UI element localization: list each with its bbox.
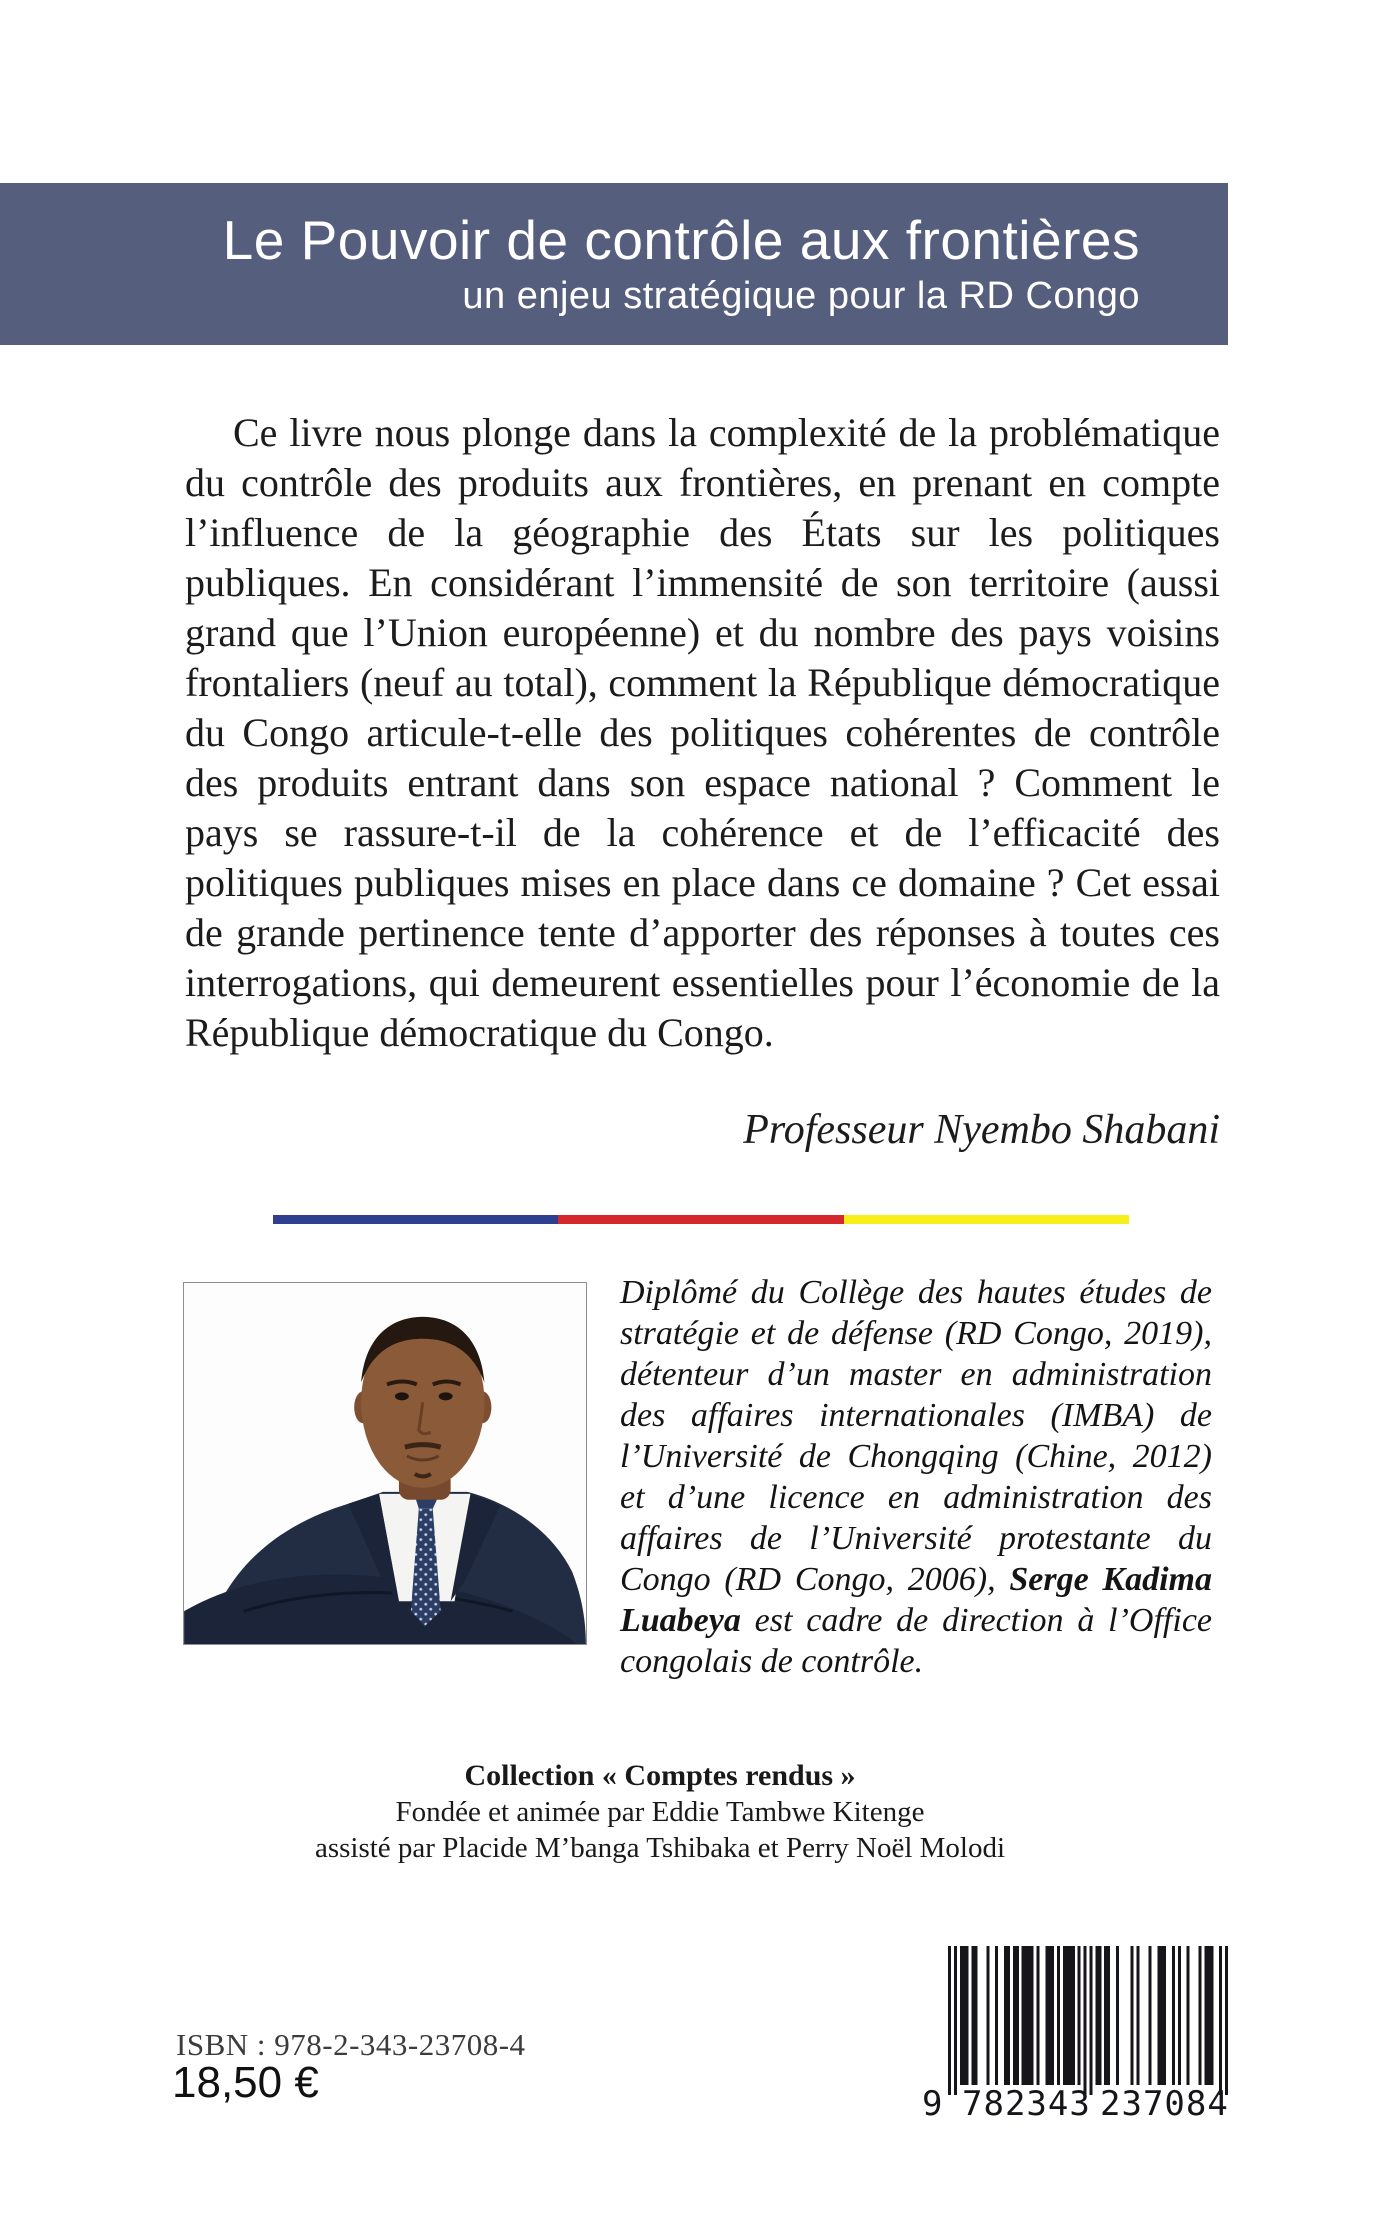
author-portrait-illustration xyxy=(184,1283,586,1644)
book-title: Le Pouvoir de contrôle aux frontières xyxy=(222,209,1140,271)
collection-founder: Fondée et animée par Eddie Tambwe Kitenge xyxy=(395,1796,925,1828)
tricolor-segment xyxy=(558,1215,843,1224)
barcode-first-digit: 9 xyxy=(922,2084,943,2124)
barcode-bars xyxy=(948,1946,1228,2096)
title-banner xyxy=(0,183,1228,345)
tricolor-segment xyxy=(844,1215,1129,1224)
barcode-digits xyxy=(900,2084,1240,2122)
tricolor-bar xyxy=(273,1215,1129,1224)
author-bio xyxy=(620,1272,1212,1682)
bio-text-after: est cadre de direction à l’Office congolais de contrôle. xyxy=(620,1602,1212,1680)
bio-text-before: Diplômé du Collège des hautes études de stratégie et de défense (RD Congo, 2019), détenteur d’un master en administration des affaires internationales (IMBA) de l’Université de Chongqing (Chine, 2012) et d’une licence en administration des affaires de l’Université protestante du Congo (RD Congo, 2006), xyxy=(620,1274,1212,1598)
book-subtitle: un enjeu stratégique pour la RD Congo xyxy=(462,275,1140,317)
author-name: Serge Kadima Luabeya xyxy=(620,1561,1212,1639)
collection-assistants: assisté par Placide M’banga Tshibaka et Perry Noël Molodi xyxy=(314,1832,1006,1864)
price-text: 18,50 € xyxy=(172,2058,319,2107)
collection-title: Collection « Comptes rendus » xyxy=(464,1759,856,1792)
barcode-group-right: 237084 xyxy=(1100,2084,1229,2124)
barcode-group-left: 782343 xyxy=(962,2084,1091,2124)
isbn-text: ISBN : 978-2-343-23708-4 xyxy=(176,2027,526,2062)
tricolor-segment xyxy=(273,1215,558,1224)
synopsis-paragraph: Ce livre nous plonge dans la complexité de la problématique du contrôle des produits aux frontières, en prenant en compte l’influence de la géographie des États sur les politiques publiques. En considérant l’immensité de son territoire (aussi grand que l’Union européenne) et du nombre des pays voisins frontaliers (neuf au total), comment la République démocratique du Congo articule-t-elle des politiques cohérentes de contrôle des produits entrant dans son espace national ? Comment le pays se rassure-t-il de la cohérence et de l’efficacité des politiques publiques mises en place dans ce domaine ? Cet essai de grande pertinence tente d’apporter des réponses à toutes ces interrogations, qui demeurent essentielles pour l’économie de la République démocratique du Congo. xyxy=(185,410,1220,1055)
collection-block xyxy=(200,1758,1120,1866)
barcode xyxy=(900,1946,1240,2122)
author-photo xyxy=(183,1282,587,1645)
preface-author: Professeur Nyembo Shabani xyxy=(743,1107,1220,1153)
